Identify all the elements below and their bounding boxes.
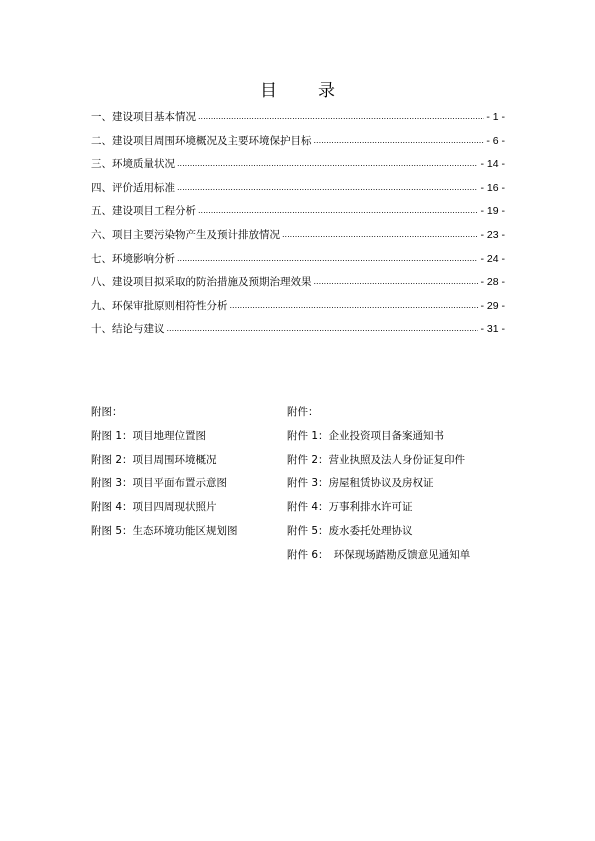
toc-entry-page: - 29 - (480, 299, 505, 312)
toc-entry[interactable] (91, 180, 505, 204)
toc-entry[interactable] (91, 133, 505, 157)
toc-entry[interactable] (91, 203, 505, 227)
toc-entry-label: 九、环保审批原则相符性分析 (91, 299, 228, 312)
table-of-contents (91, 109, 505, 345)
toc-entry[interactable] (91, 274, 505, 298)
toc-entry-page: - 6 - (486, 134, 505, 147)
toc-leader-dots (282, 230, 478, 239)
figures-list (91, 404, 238, 547)
toc-leader-dots (314, 277, 479, 286)
toc-entry-page: - 1 - (486, 111, 505, 123)
attachment-item: 附件 1：企业投资项目备案通知书 (287, 429, 445, 442)
toc-entry-page: - 24 - (480, 252, 505, 265)
toc-entry-page: - 14 - (480, 158, 505, 171)
toc-leader-dots (177, 183, 478, 192)
toc-entry-label: 四、评价适用标准 (91, 181, 175, 194)
figure-item: 附图 3：项目平面布置示意图 (91, 477, 228, 490)
figure-item: 附图 1：项目地理位置图 (91, 429, 207, 442)
figure-item: 附图 5：生态环境功能区规划图 (91, 524, 238, 537)
figure-item: 附图 2：项目周围环境概况 (91, 453, 217, 466)
attachment-item: 附件 3：房屋租赁协议及房权证 (287, 477, 434, 490)
toc-entry-page: - 28 - (480, 276, 505, 289)
toc-entry-label: 二、建设项目周围环境概况及主要环境保护目标 (91, 134, 312, 147)
toc-leader-dots (177, 254, 478, 263)
page-title: 目 录 (260, 81, 347, 101)
toc-leader-dots (177, 159, 478, 168)
attachment-item: 附件 5：废水委托处理协议 (287, 524, 413, 537)
toc-entry[interactable] (91, 156, 505, 180)
attachment-item: 附件 2：营业执照及法人身份证复印件 (287, 453, 466, 466)
attachment-item: 附件 6： 环保现场踏勘反馈意见通知单 (287, 548, 471, 561)
attachments-list (287, 404, 470, 571)
toc-entry-page: - 31 - (480, 323, 505, 336)
toc-entry[interactable] (91, 227, 505, 251)
toc-entry-label: 七、环境影响分析 (91, 252, 175, 265)
toc-leader-dots (167, 324, 479, 333)
toc-leader-dots (198, 112, 484, 121)
toc-entry-label: 六、项目主要污染物产生及预计排放情况 (91, 228, 280, 241)
toc-entry-page: - 23 - (480, 228, 505, 241)
toc-leader-dots (198, 206, 478, 215)
toc-leader-dots (314, 136, 485, 145)
toc-entry[interactable] (91, 298, 505, 322)
toc-entry[interactable] (91, 321, 505, 345)
attachments-heading: 附件： (287, 406, 319, 418)
figures-heading: 附图： (91, 406, 123, 418)
attachment-item: 附件 4：万事利排水许可证 (287, 501, 413, 514)
toc-entry-label: 十、结论与建议 (91, 323, 165, 336)
toc-leader-dots (230, 301, 479, 310)
toc-entry[interactable] (91, 251, 505, 275)
toc-entry-page: - 19 - (480, 205, 505, 218)
toc-entry-label: 五、建设项目工程分析 (91, 205, 196, 218)
toc-entry-label: 八、建设项目拟采取的防治措施及预期治理效果 (91, 276, 312, 289)
figure-item: 附图 4：项目四周现状照片 (91, 501, 217, 514)
toc-entry-label: 三、环境质量状况 (91, 158, 175, 171)
toc-entry[interactable] (91, 109, 505, 133)
toc-entry-page: - 16 - (480, 181, 505, 194)
toc-entry-label: 一、建设项目基本情况 (91, 111, 196, 123)
